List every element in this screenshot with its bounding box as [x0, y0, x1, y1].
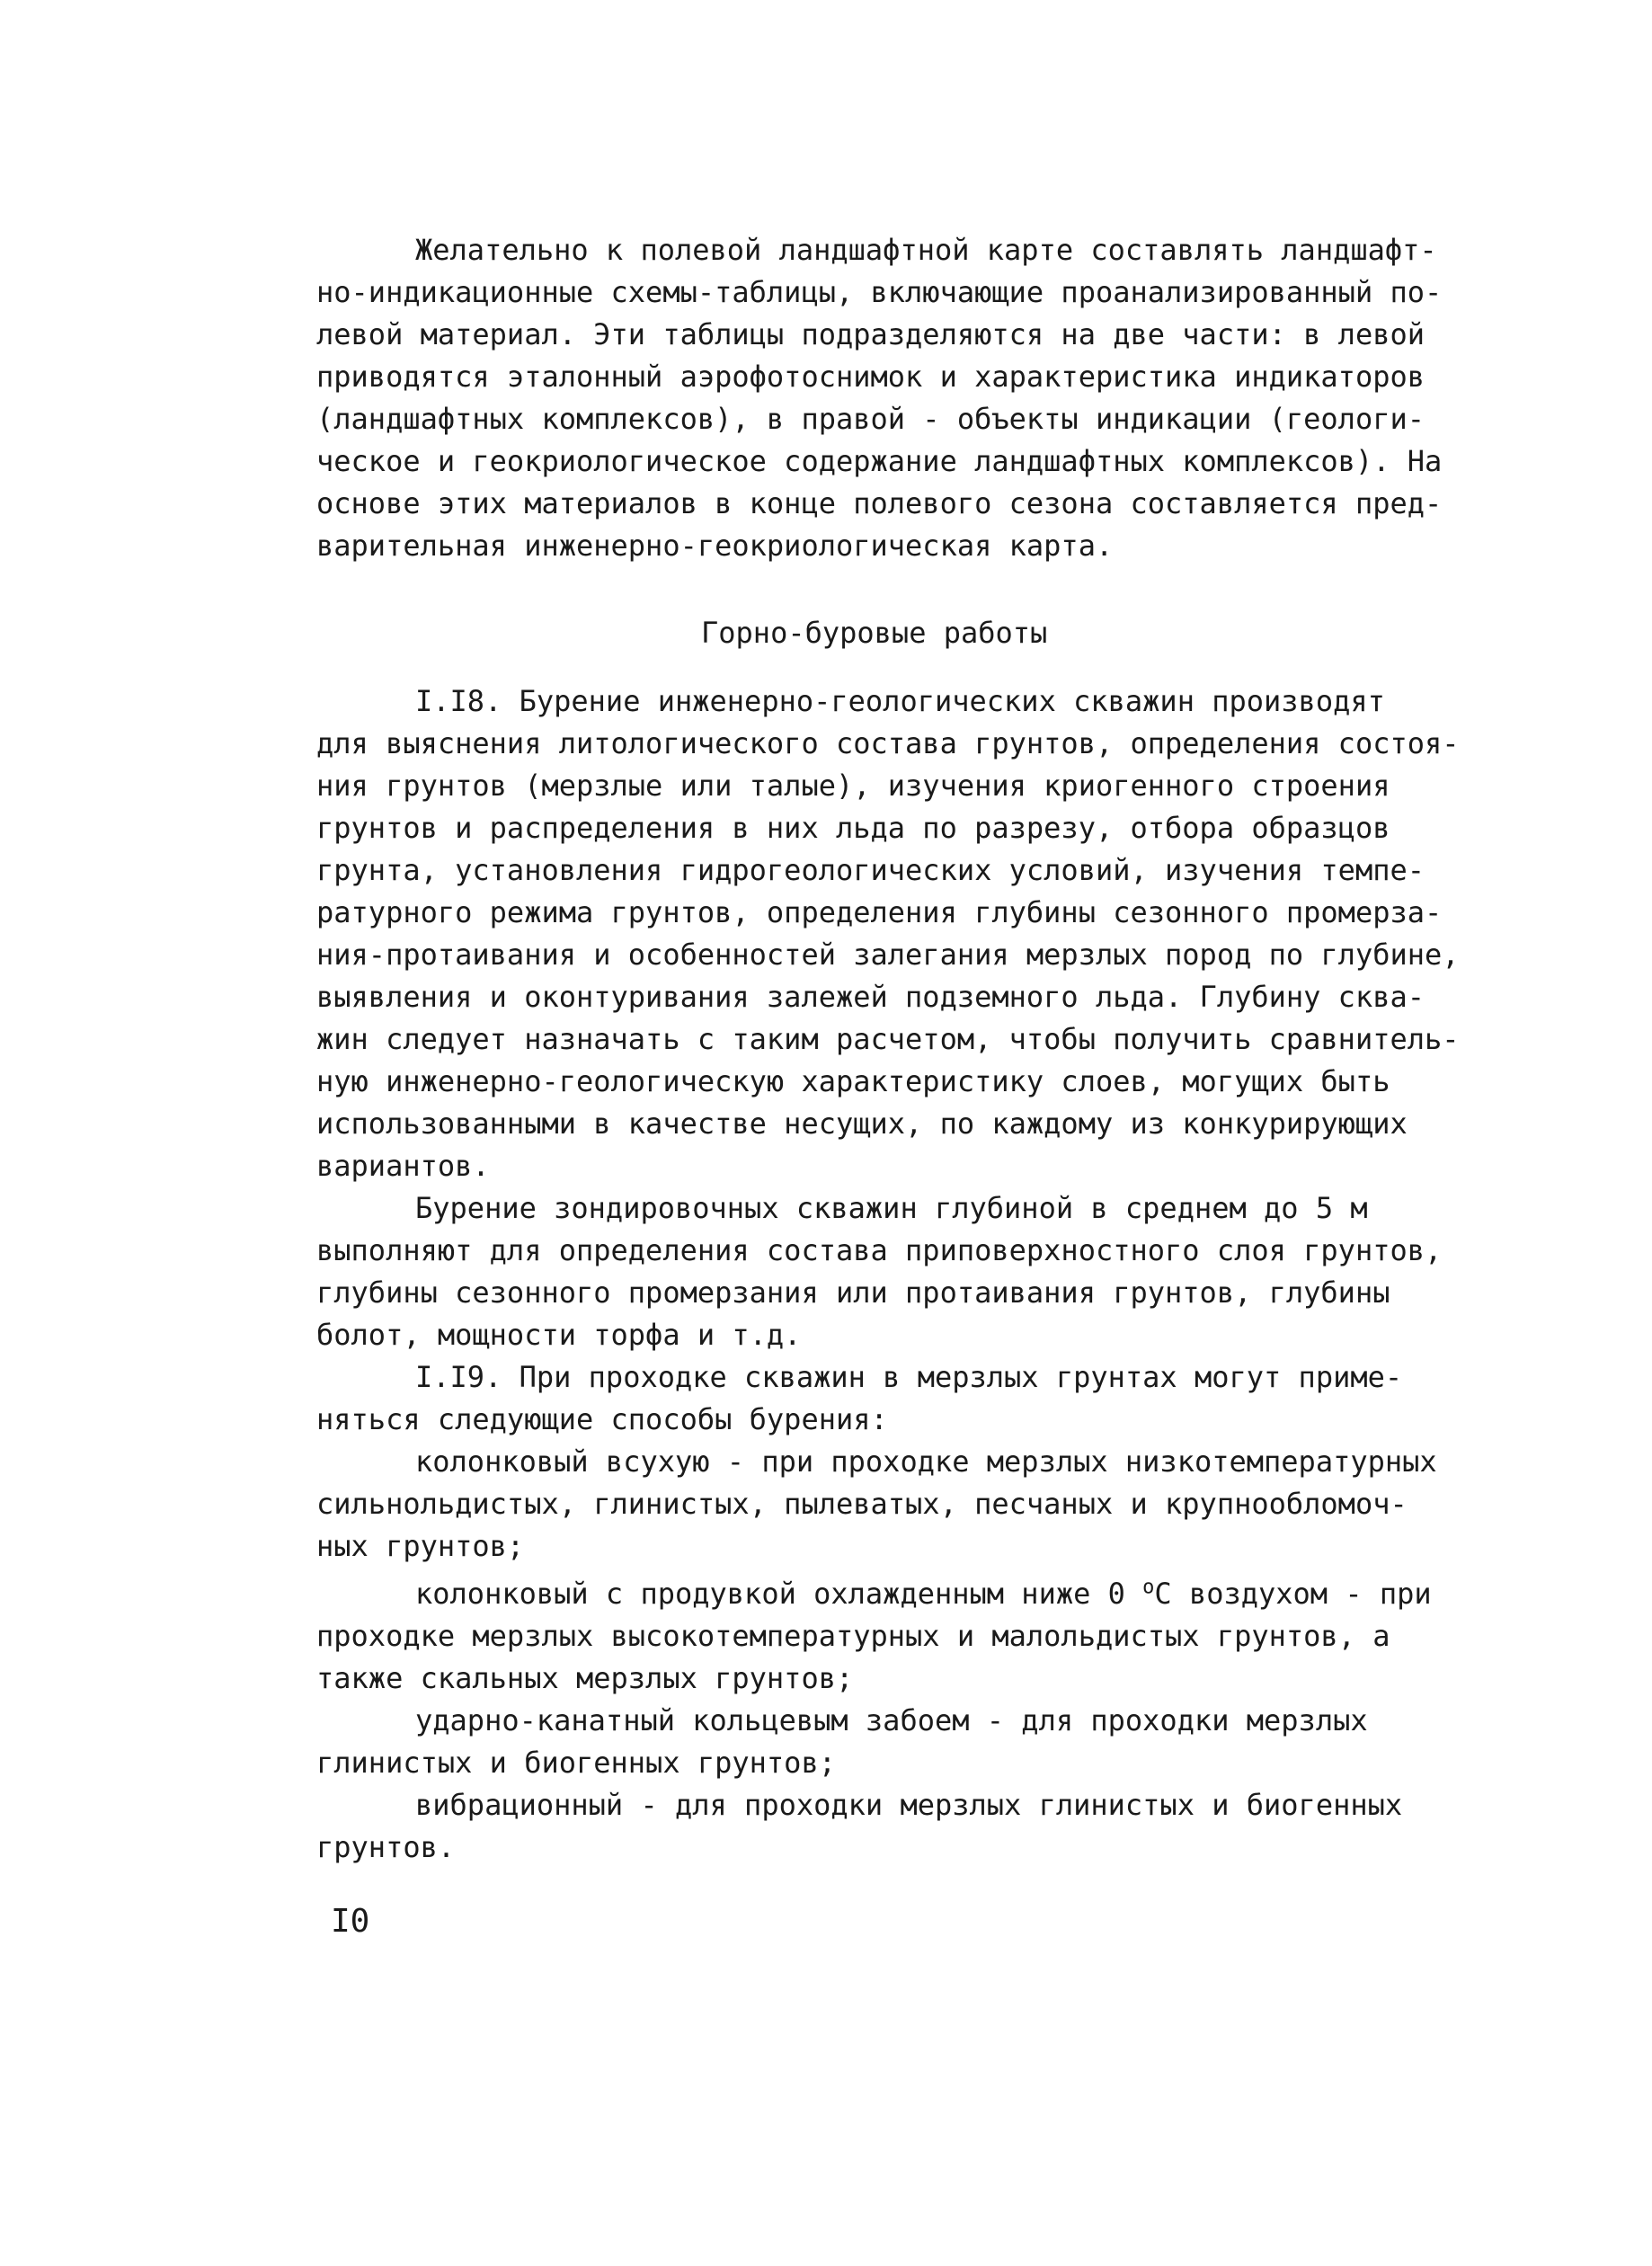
paragraph1-line-6: ческое и геокриологическое содержание ландшафтных комплексов). На	[316, 444, 1443, 478]
paragraph2-line-6: ратурного режима грунтов, определения глубины сезонного промерза-	[316, 895, 1443, 929]
page-number: I0	[331, 1903, 370, 1940]
paragraph2-line-10: ную инженерно-геологическую характеристику слоев, могущих быть	[316, 1064, 1390, 1098]
paragraph2-line-7: ния-протаивания и особенностей залегания мерзлых пород по глубине,	[316, 938, 1460, 972]
paragraph2-line-3: ния грунтов (мерзлые или талые), изучения криогенного строения	[316, 769, 1390, 803]
item4-line-2: грунтов.	[316, 1830, 456, 1864]
item2-line-3: также скальных мерзлых грунтов;	[316, 1661, 854, 1695]
paragraph1-line-3: левой материал. Эти таблицы подразделяются на две части: в левой	[316, 317, 1425, 351]
item2-line-1	[415, 1576, 1432, 1612]
section-heading: Горно-буровые работы	[701, 616, 1048, 650]
degree-sup: о	[1142, 1576, 1155, 1599]
paragraph3-line-1: Бурение зондировочных скважин глубиной в среднем до 5 м	[415, 1191, 1368, 1225]
item2-line-1-text-a: колонковый с продувкой охлажденным ниже 0	[415, 1577, 1143, 1611]
paragraph2-line-2: для выяснения литологического состава грунтов, определения состоя-	[316, 726, 1460, 760]
paragraph2-line-1: I.I8. Бурение инженерно-геологических скважин производят	[415, 684, 1385, 718]
paragraph1-line-5: (ландшафтных комплексов), в правой - объекты индикации (геологи-	[316, 402, 1425, 436]
paragraph2-line-8: выявления и оконтуривания залежей подземного льда. Глубину сква-	[316, 980, 1425, 1014]
paragraph1-line-1: Желательно к полевой ландшафтной карте составлять ландшафт-	[415, 233, 1437, 267]
paragraph1-line-4: приводятся эталонный аэрофотоснимок и характеристика индикаторов	[316, 360, 1425, 394]
item4-line-1: вибрационный - для проходки мерзлых глинистых и биогенных	[415, 1788, 1403, 1822]
item1-line-1: колонковый всухую - при проходке мерзлых низкотемпературных	[415, 1444, 1437, 1479]
paragraph1-line-7: основе этих материалов в конце полевого сезона составляется пред-	[316, 486, 1443, 520]
paragraph2-line-11: использованными в качестве несущих, по каждому из конкурирующих	[316, 1106, 1408, 1141]
paragraph4-line-2: няться следующие способы бурения:	[316, 1402, 888, 1436]
item3-line-1: ударно-канатный кольцевым забоем - для проходки мерзлых	[415, 1703, 1368, 1737]
paragraph3-line-4: болот, мощности торфа и т.д.	[316, 1318, 802, 1352]
item3-line-2: глинистых и биогенных грунтов;	[316, 1746, 836, 1780]
paragraph4-line-1: I.I9. При проходке скважин в мерзлых грунтах могут приме-	[415, 1360, 1403, 1394]
paragraph2-line-12: вариантов.	[316, 1149, 490, 1183]
item2-line-2: проходке мерзлых высокотемпературных и малольдистых грунтов, а	[316, 1619, 1390, 1653]
item1-line-2: сильнольдистых, глинистых, пылеватых, песчаных и крупнообломоч-	[316, 1487, 1408, 1521]
paragraph1-line-2: но-индикационные схемы-таблицы, включающие проанализированный по-	[316, 275, 1443, 309]
paragraph2-line-9: жин следует назначать с таким расчетом, чтобы получить сравнитель-	[316, 1022, 1460, 1056]
paragraph3-line-2: выполняют для определения состава приповерхностного слоя грунтов,	[316, 1233, 1443, 1267]
paragraph2-line-4: грунтов и распределения в них льда по разрезу, отбора образцов	[316, 811, 1390, 845]
item2-line-1-text-b: С воздухом - при	[1154, 1577, 1432, 1611]
paragraph1-line-8: варительная инженерно-геокриологическая карта.	[316, 529, 1114, 563]
paragraph3-line-3: глубины сезонного промерзания или протаивания грунтов, глубины	[316, 1275, 1390, 1310]
item1-line-3: ных грунтов;	[316, 1529, 525, 1563]
paragraph2-line-5: грунта, установления гидрогеологических условий, изучения темпе-	[316, 853, 1425, 887]
